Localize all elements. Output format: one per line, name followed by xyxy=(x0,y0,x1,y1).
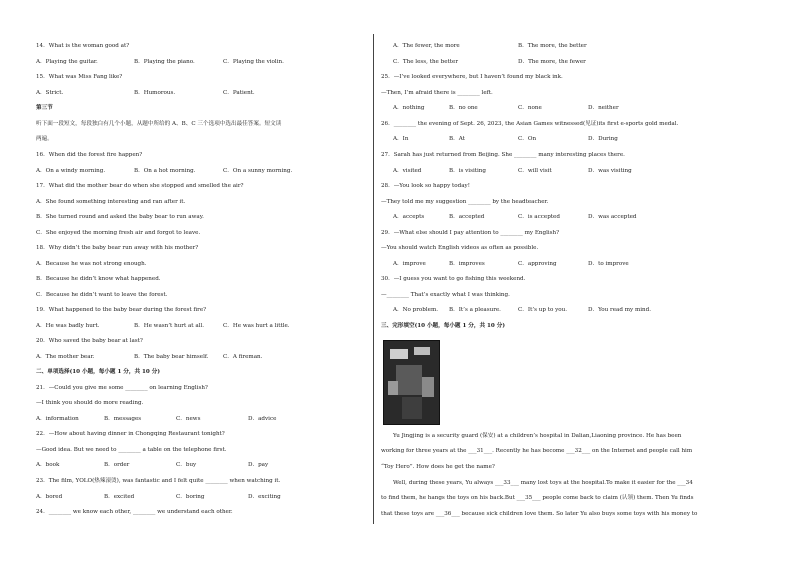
q30-reply: —________ That’s exactly what I was thinking. xyxy=(381,292,510,298)
q20-option-c: C．A fireman. xyxy=(223,354,263,360)
q21-option-c: C．news xyxy=(176,416,201,422)
part-3-heading: 三、完形填空(10 小题，每小题 1 分，共 10 分) xyxy=(381,323,505,329)
q27-option-b: B．is visiting xyxy=(449,168,486,174)
q15-option-b: B．Humorous. xyxy=(134,90,176,96)
q27-option-a: A．visited xyxy=(393,168,422,174)
q14-stem: 14．What is the woman good at? xyxy=(36,43,130,49)
q28-option-d: D．was accepted xyxy=(588,214,637,220)
q19-stem: 19．What happened to the baby bear during the forest fire? xyxy=(36,307,207,313)
q29-stem: 29．—What else should I pay attention to ________ my English? xyxy=(381,230,560,236)
q30-option-b: B．It’s a pleasure. xyxy=(449,307,501,313)
q20-option-b: B．The baby bear himself. xyxy=(134,354,209,360)
q22-option-b: B．order xyxy=(104,462,130,468)
q26-option-a: A．In xyxy=(393,136,409,142)
q29-option-b: B．improves xyxy=(449,261,485,267)
q21-stem: 21．—Could you give me some ________ on learning English? xyxy=(36,385,208,391)
q23-stem: 23．The film, YOLO(热辣滚烫), was fantastic and I felt quite ________ when watching it. xyxy=(36,478,281,484)
q25-reply: —Then, I’m afraid there is ________ left. xyxy=(381,90,493,96)
q24-option-b: B．The more, the better xyxy=(518,43,587,49)
q18-option-c: C．Because he didn’t want to leave the forest. xyxy=(36,292,168,298)
q22-option-d: D．pay xyxy=(248,462,269,468)
q14-option-a: A．Playing the guitar. xyxy=(36,59,98,65)
section-3-heading: 第三节 xyxy=(36,105,53,111)
q26-option-c: C．On xyxy=(518,136,537,142)
q19-option-c: C．He was hurt a little. xyxy=(223,323,290,329)
passage-photo xyxy=(383,340,440,425)
q18-option-a: A．Because he was not strong enough. xyxy=(36,261,147,267)
passage-line-3: “Toy Hero”. How does he get the name? xyxy=(381,464,495,470)
passage-line-5: to find them, he hangs the toys on his back.But ___35___ people come back to claim (认领) them. Then Yu finds xyxy=(381,495,694,501)
q28-option-a: A．accepts xyxy=(393,214,425,220)
q22-option-c: C．buy xyxy=(176,462,197,468)
q25-option-d: D．neither xyxy=(588,105,619,111)
q24-option-d: D．The more, the fewer xyxy=(518,59,586,65)
q17-option-a: A．She found something interesting and ran after it. xyxy=(36,199,186,205)
q17-option-b: B．She turned round and asked the baby bear to run away. xyxy=(36,214,204,220)
q23-option-b: B．excited xyxy=(104,494,135,500)
q14-option-b: B．Playing the piano. xyxy=(134,59,195,65)
q17-option-c: C．She enjoyed the morning fresh air and forgot to leave. xyxy=(36,230,201,236)
q16-option-a: A．On a windy morning. xyxy=(36,168,106,174)
q16-option-c: C．On a sunny morning. xyxy=(223,168,293,174)
part-2-heading: 二、单项选择(10 小题，每小题 1 分，共 10 分) xyxy=(36,369,160,375)
q18-stem: 18．Why didn’t the baby bear run away with his mother? xyxy=(36,245,199,251)
q27-option-d: D．was visiting xyxy=(588,168,632,174)
q24-option-c: C．The less, the better xyxy=(393,59,459,65)
q26-stem: 26．________ the evening of Sept. 26, 2023, the Asian Games witnessed(见证)its first e-sports gold medal. xyxy=(381,121,679,127)
q21-option-d: D．advice xyxy=(248,416,277,422)
q29-reply: —You should watch English videos as often as possible. xyxy=(381,245,539,251)
q29-option-a: A．improve xyxy=(393,261,426,267)
passage-line-2: working for three years at the ___31___. Recently he has become ___32___ on the Internet and people call him xyxy=(381,448,693,454)
column-divider xyxy=(373,34,374,524)
q16-option-b: B．On a hot morning. xyxy=(134,168,196,174)
q24-stem: 24．________ we know each other, ________ we understand each other. xyxy=(36,509,233,515)
q30-option-d: D．You read my mind. xyxy=(588,307,652,313)
q14-option-c: C．Playing the violin. xyxy=(223,59,284,65)
q30-option-c: C．It’s up to you. xyxy=(518,307,568,313)
q21-option-a: A．information xyxy=(36,416,79,422)
q28-option-b: B．accepted xyxy=(449,214,485,220)
q29-option-c: C．approving xyxy=(518,261,557,267)
q15-option-a: A．Strict. xyxy=(36,90,64,96)
section-instruction-line-2: 两遍。 xyxy=(36,136,53,142)
passage-line-4: Well, during these years, Yu always ___33___ many lost toys at the hospital.To make it easier for the ___34 xyxy=(393,480,693,486)
q19-option-b: B．He wasn’t hurt at all. xyxy=(134,323,205,329)
q20-option-a: A．The mother bear. xyxy=(36,354,95,360)
q15-option-c: C．Patient. xyxy=(223,90,255,96)
q29-option-d: D．to improve xyxy=(588,261,629,267)
q20-stem: 20．Who saved the baby bear at last? xyxy=(36,338,143,344)
section-instruction-line-1: 听下面一段短文，每段独白有几个小题，从题中所给的 A、B、C 三个选项中选出最佳答案。短文读 xyxy=(36,121,282,127)
q27-option-c: C．will visit xyxy=(518,168,552,174)
q23-option-c: C．boring xyxy=(176,494,205,500)
q22-stem: 22．—How about having dinner in Chongqing Restaurant tonight? xyxy=(36,431,225,437)
q23-option-a: A．bored xyxy=(36,494,63,500)
q21-option-b: B．messages xyxy=(104,416,142,422)
q19-option-a: A．He was badly hurt. xyxy=(36,323,100,329)
q27-stem: 27．Sarah has just returned from Beijing. She ________ many interesting places there. xyxy=(381,152,625,158)
q16-stem: 16．When did the forest fire happen? xyxy=(36,152,143,158)
q28-reply: —They told me my suggestion ________ by the headteacher. xyxy=(381,199,549,205)
q26-option-b: B．At xyxy=(449,136,465,142)
q17-stem: 17．What did the mother bear do when she stopped and smelled the air? xyxy=(36,183,244,189)
q30-stem: 30．—I guess you want to go fishing this weekend. xyxy=(381,276,526,282)
q28-option-c: C．is accepted xyxy=(518,214,560,220)
q25-option-a: A．nothing xyxy=(393,105,425,111)
q21-reply: —I think you should do more reading. xyxy=(36,400,144,406)
q25-option-c: C．none xyxy=(518,105,542,111)
q25-option-b: B．no one xyxy=(449,105,478,111)
passage-line-1: Yu Jingjing is a security guard (保安) at a children’s hospital in Dalian,Liaoning province. He has been xyxy=(393,433,682,439)
q30-option-a: A．No problem. xyxy=(393,307,439,313)
q23-option-d: D．exciting xyxy=(248,494,281,500)
q22-option-a: A．book xyxy=(36,462,60,468)
q15-stem: 15．What was Miss Fang like? xyxy=(36,74,123,80)
q22-reply: —Good idea. But we need to ________ a table on the telephone first. xyxy=(36,447,227,453)
q28-stem: 28．—You look so happy today! xyxy=(381,183,470,189)
q26-option-d: D．During xyxy=(588,136,618,142)
q25-stem: 25．—I’ve looked everywhere, but I haven’t found my black ink. xyxy=(381,74,563,80)
passage-line-6: that these toys are ___36___ because sick children love them. So later Yu also buys some toys with his money to xyxy=(381,511,698,517)
q18-option-b: B．Because he didn’t know what happened. xyxy=(36,276,161,282)
q24-option-a: A．The fewer, the more xyxy=(393,43,460,49)
